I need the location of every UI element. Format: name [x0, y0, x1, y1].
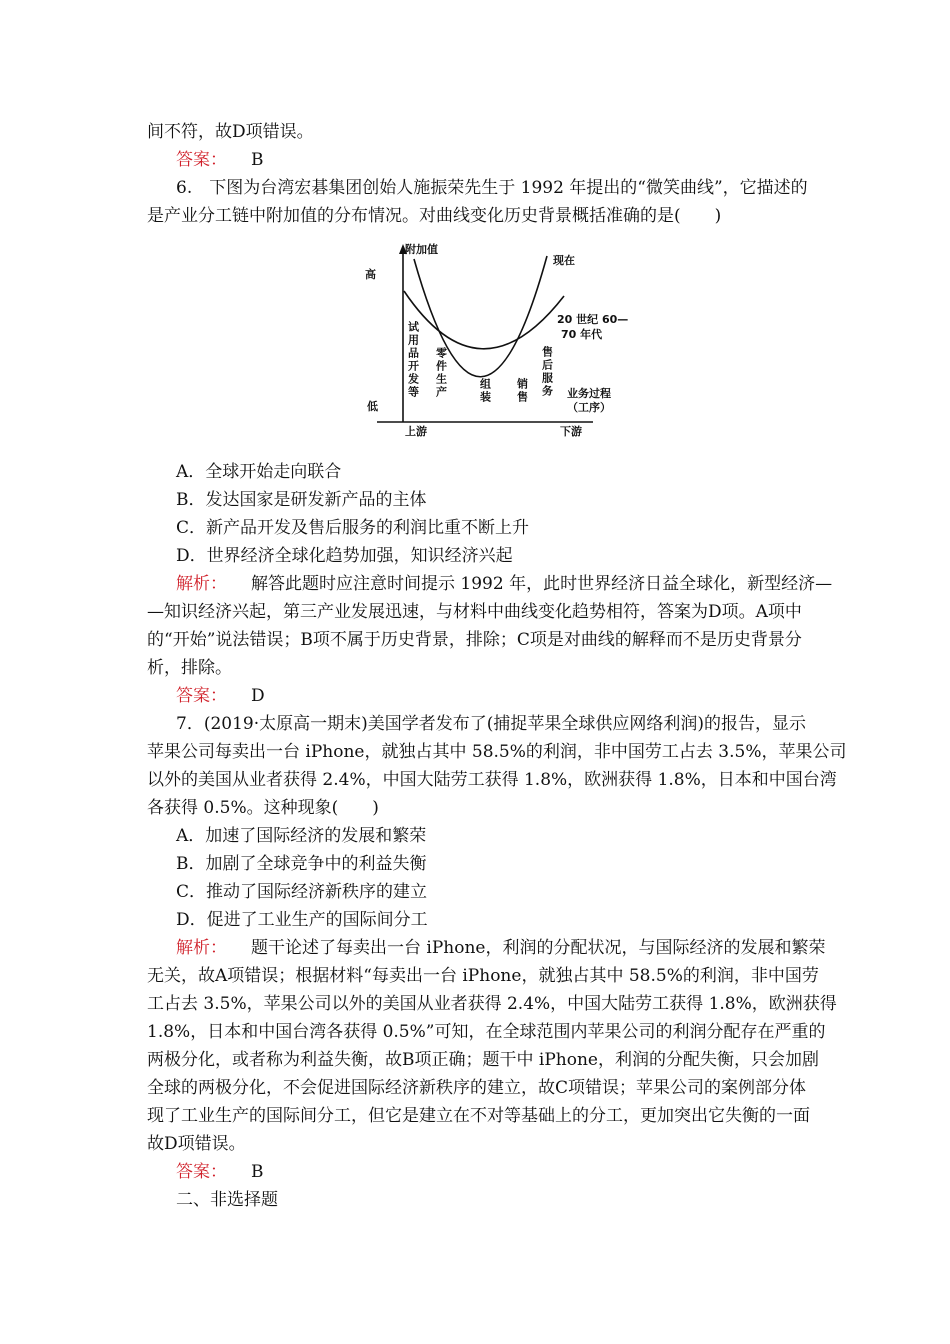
question-7-stem: 7．(2019·太原高一期末)美国学者发布了(捕捉苹果全球供应网络利润)的报告，显示 [176, 714, 807, 734]
stage-label-3: 组装 [478, 378, 492, 404]
analysis-text-line: 全球的两极分化，不会促进国际经济新秩序的建立，故C项错误；苹果公司的案例部分体 [147, 1078, 807, 1098]
answer-value: D [251, 686, 265, 706]
analysis-text-line: 析，排除。 [147, 658, 232, 678]
option-a: A．加速了国际经济的发展和繁荣 [176, 826, 427, 846]
now-label: 现在 [553, 254, 575, 267]
stage-label-5: 售后服务 [540, 346, 554, 398]
answer-line [147, 1158, 812, 1186]
answer-line [147, 146, 812, 174]
analysis-text-line: 1.8%，日本和中国台湾各获得 0.5%”可知，在全球范围内苹果公司的利润分配存在严重的 [147, 1022, 826, 1042]
smile-curve-chart [357, 234, 629, 444]
stage-label-4: 销售 [515, 378, 529, 404]
upstream-label: 上游 [405, 425, 427, 438]
smile-curve-figure [147, 234, 812, 452]
analysis-text-line: 的“开始”说法错误；B项不属于历史背景，排除；C项是对曲线的解释而不是历史背景分 [147, 630, 802, 650]
question-6-stem: 6. 下图为台湾宏碁集团创始人施振荣先生于 1992 年提出的“微笑曲线”，它描述的 [176, 178, 808, 198]
answer-line [147, 682, 812, 710]
option-b: B．发达国家是研发新产品的主体 [176, 490, 427, 510]
downstream-label: 下游 [560, 425, 582, 438]
analysis-text-line: 故D项错误。 [147, 1134, 246, 1154]
past-label-line2: 70 年代 [561, 328, 603, 341]
analysis-label: 解析： [176, 938, 227, 958]
high-label: 高 [365, 268, 376, 281]
option-a: A．全球开始走向联合 [176, 462, 342, 482]
answer-label: 答案： [176, 150, 227, 170]
section-heading: 二、非选择题 [176, 1190, 278, 1210]
past-label-line1: 20 世纪 60— [557, 313, 629, 326]
answer-value: B [251, 150, 264, 170]
y-axis-label: 附加值 [405, 243, 438, 256]
process-label-line1: 业务过程 [567, 387, 611, 400]
analysis-line [147, 934, 826, 962]
option-c: C．推动了国际经济新秩序的建立 [176, 882, 428, 902]
question-7-stem-cont: 各获得 0.5%。这种现象( ) [147, 798, 379, 818]
option-c: C．新产品开发及售后服务的利润比重不断上升 [176, 518, 530, 538]
option-b: B．加剧了全球竞争中的利益失衡 [176, 854, 427, 874]
analysis-text-line: 工占去 3.5%，苹果公司以外的美国从业者获得 2.4%，中国大陆劳工获得 1.8%，欧洲获得 [147, 994, 837, 1014]
analysis-line [147, 570, 833, 598]
analysis-text-line: 现了工业生产的国际间分工，但它是建立在不对等基础上的分工，更加突出它失衡的一面 [147, 1106, 810, 1126]
analysis-text-line: 无关，故A项错误；根据材料“每卖出一台 iPhone，就独占其中 58.5%的利润，非中国劳 [147, 966, 819, 986]
question-7-stem-cont: 以外的美国从业者获得 2.4%，中国大陆劳工获得 1.8%，欧洲获得 1.8%，日本和中国台湾 [147, 770, 837, 790]
analysis-text: 解答此题时应注意时间提示 1992 年，此时世界经济日益全球化，新型经济— [251, 574, 833, 594]
stage-label-1: 试用品开发等 [406, 321, 420, 399]
analysis-text: 题干论述了每卖出一台 iPhone，利润的分配状况，与国际经济的发展和繁荣 [251, 938, 826, 958]
analysis-text-line: —知识经济兴起，第三产业发展迅速，与材料中曲线变化趋势相符，答案为D项。A项中 [147, 602, 802, 622]
curve-1960s-70s [404, 291, 564, 349]
answer-value: B [251, 1162, 264, 1182]
process-label-line2: （工序） [567, 401, 611, 414]
stage-label-2: 零件生产 [434, 347, 448, 399]
text-line: 间不符，故D项错误。 [147, 122, 314, 142]
low-label: 低 [367, 400, 378, 413]
analysis-text-line: 两极分化，或者称为利益失衡，故B项正确；题干中 iPhone，利润的分配失衡，只会加剧 [147, 1050, 819, 1070]
analysis-label: 解析： [176, 574, 227, 594]
option-d: D．促进了工业生产的国际间分工 [176, 910, 428, 930]
option-d: D．世界经济全球化趋势加强，知识经济兴起 [176, 546, 513, 566]
document-page [147, 118, 847, 1214]
answer-label: 答案： [176, 686, 227, 706]
question-7-stem-cont: 苹果公司每卖出一台 iPhone，就独占其中 58.5%的利润，非中国劳工占去 3.5%，苹果公司 [147, 742, 847, 762]
question-6-stem-cont: 是产业分工链中附加值的分布情况。对曲线变化历史背景概括准确的是( ) [147, 206, 722, 226]
answer-label: 答案： [176, 1162, 227, 1182]
